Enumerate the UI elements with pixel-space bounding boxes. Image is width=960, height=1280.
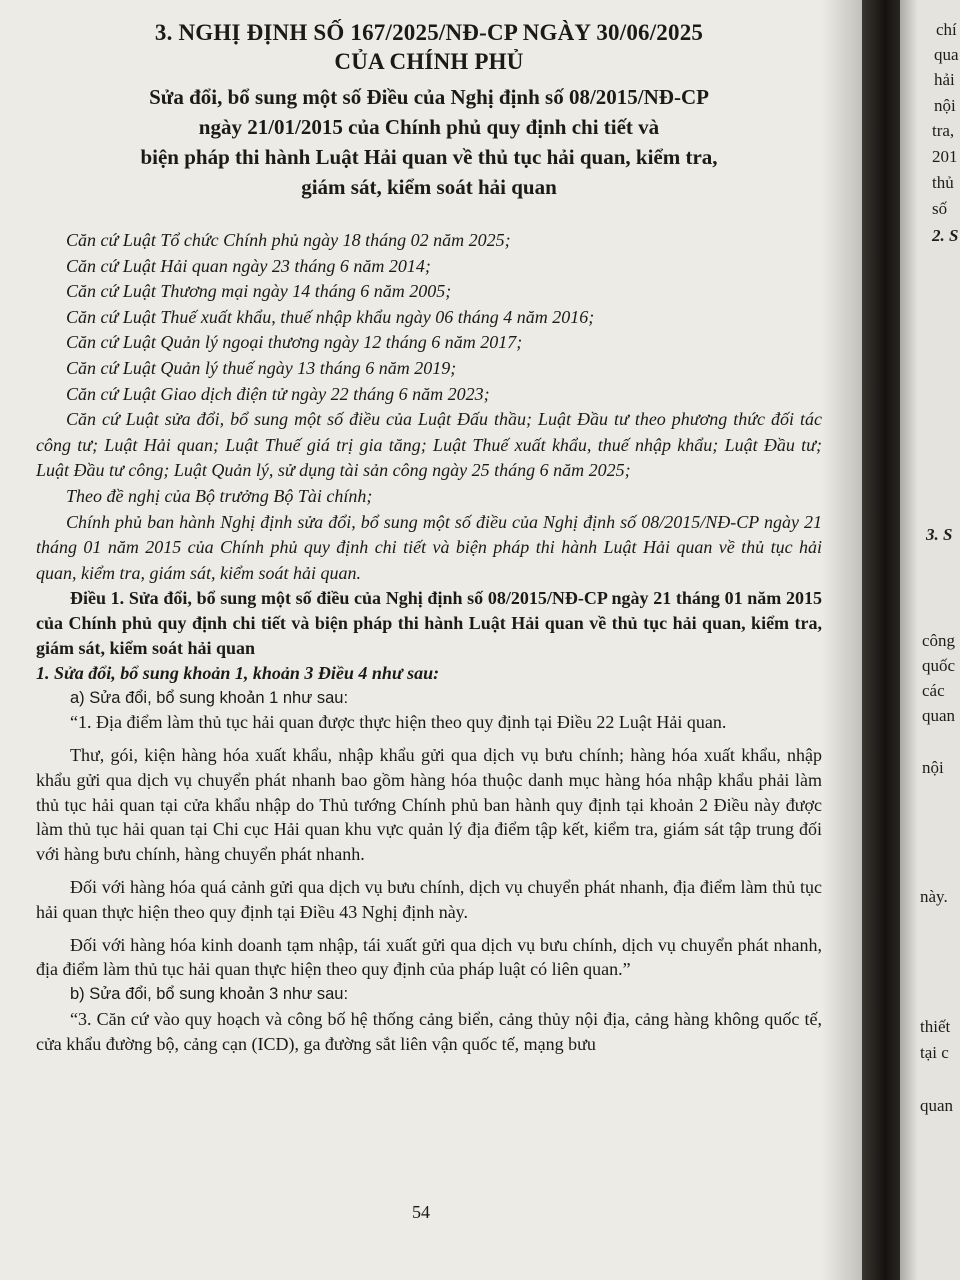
subtitle-line-2: ngày 21/01/2015 của Chính phủ quy định chi tiết và — [198, 115, 660, 139]
legal-basis-item: Căn cứ Luật Hải quan ngày 23 tháng 6 năm 2014; — [66, 255, 431, 276]
adjacent-page-fragment: nội — [934, 96, 956, 115]
paragraph: “3. Căn cứ vào quy hoạch và công bố hệ thống cảng biển, cảng thủy nội địa, cảng hàng không quốc tế, cửa khẩu đường bộ, cảng cạn (ICD), ga đường sắt liên vận quốc tế, mạng bưu — [36, 1009, 822, 1054]
adjacent-page-fragment: 2. S — [932, 226, 959, 245]
page-number: 54 — [412, 1202, 430, 1222]
decree-body — [36, 586, 822, 1056]
adjacent-page-fragment: 3. S — [926, 525, 953, 544]
document-title — [36, 18, 822, 76]
adjacent-page-fragment: chí — [936, 20, 957, 39]
adjacent-page-fragment: số — [932, 199, 948, 218]
subtitle-line-3: biện pháp thi hành Luật Hải quan về thủ tục hải quan, kiểm tra, — [140, 145, 718, 169]
adjacent-page-fragment: nội — [922, 758, 944, 777]
legal-basis-item: Căn cứ Luật Giao dịch điện tử ngày 22 tháng 6 năm 2023; — [66, 383, 490, 404]
adjacent-page-fragment: các — [922, 681, 945, 700]
subtitle-line-4: giám sát, kiểm soát hải quan — [301, 175, 557, 199]
adjacent-page-edge — [900, 0, 960, 1280]
adjacent-page-fragment: tra, — [932, 121, 955, 140]
adjacent-page-fragment: quan — [920, 1096, 954, 1115]
legal-basis-item: Theo đề nghị của Bộ trưởng Bộ Tài chính; — [66, 485, 373, 506]
paragraph: Đối với hàng hóa kinh doanh tạm nhập, tái xuất gửi qua dịch vụ bưu chính, dịch vụ chuyển phát nhanh, địa điểm làm thủ tục hải quan thực hiện theo quy định của pháp luật có liên quan.” — [36, 934, 822, 980]
article-1-heading: Điều 1. Sửa đổi, bổ sung một số điều của Nghị định số 08/2015/NĐ-CP ngày 21 tháng 01 năm 2015 của Chính phủ quy định chi tiết và biện pháp thi hành Luật Hải quan về thủ tục hải quan, kiểm tra, giám sát, kiểm soát hải quan — [36, 588, 822, 658]
clause-1-heading: 1. Sửa đổi, bổ sung khoản 1, khoản 3 Điều 4 như sau: — [36, 662, 440, 683]
title-line-1: 3. NGHỊ ĐỊNH SỐ 167/2025/NĐ-CP NGÀY 30/06/2025 — [154, 20, 704, 45]
legal-basis-item: Căn cứ Luật Thuế xuất khẩu, thuế nhập khẩu ngày 06 tháng 4 năm 2016; — [66, 306, 595, 327]
page-content — [36, 18, 822, 1057]
adjacent-page-fragment: quốc — [922, 656, 956, 675]
adjacent-page-fragment: thủ — [932, 173, 954, 192]
adjacent-page-fragment: tại c — [920, 1043, 949, 1062]
point-a: a) Sửa đổi, bổ sung khoản 1 như sau: — [70, 688, 349, 707]
paragraph: Thư, gói, kiện hàng hóa xuất khẩu, nhập khẩu gửi qua dịch vụ bưu chính; hàng hóa xuất khẩu, nhập khẩu gửi qua dịch vụ chuyển phát nhanh bao gồm hàng hóa thuộc danh mục hàng hóa nhập khẩu phải làm thủ tục hải quan tại cửa khẩu nhập do Thủ tướng Chính phủ ban hành quy định tại khoản 2 Điều này được làm thủ tục hải quan tại Chi cục Hải quan khu vực quản lý địa điểm tập kết, kiểm tra, giám sát tập trung đối với hàng bưu chính, hàng chuyển phát nhanh. — [36, 745, 822, 865]
adjacent-page-fragment: 201 — [932, 147, 958, 166]
legal-basis-item: Căn cứ Luật sửa đổi, bổ sung một số điều của Luật Đấu thầu; Luật Đầu tư theo phương thức đối tác công tư; Luật Hải quan; Luật Thuế giá trị gia tăng; Luật Thuế xuất khẩu, thuế nhập khẩu; Luật Đầu tư; Luật Đầu tư công; Luật Quản lý, sử dụng tài sản công ngày 25 tháng 6 năm 2025; — [36, 409, 822, 481]
legal-basis-item: Chính phủ ban hành Nghị định sửa đổi, bổ sung một số điều của Nghị định số 08/2015/NĐ-CP ngày 21 tháng 01 năm 2015 của Chính phủ quy định chi tiết và biện pháp thi hành Luật Hải quan về thủ tục hải quan, kiểm tra, giám sát, kiểm soát hải quan. — [36, 511, 822, 583]
legal-basis-item: Căn cứ Luật Quản lý thuế ngày 13 tháng 6 năm 2019; — [66, 357, 457, 378]
title-line-2: CỦA CHÍNH PHỦ — [334, 49, 524, 74]
adjacent-page-fragment: này. — [920, 887, 948, 906]
document-subtitle — [36, 82, 822, 202]
adjacent-page-fragment: công — [922, 631, 956, 650]
legal-basis — [36, 228, 822, 586]
adjacent-page-fragment: hải — [934, 70, 955, 89]
adjacent-page-fragment: thiết — [920, 1017, 951, 1036]
legal-basis-item: Căn cứ Luật Tổ chức Chính phủ ngày 18 tháng 02 năm 2025; — [66, 230, 511, 250]
subtitle-line-1: Sửa đổi, bổ sung một số Điều của Nghị định số 08/2015/NĐ-CP — [149, 85, 709, 109]
paragraph: Đối với hàng hóa quá cảnh gửi qua dịch vụ bưu chính, dịch vụ chuyển phát nhanh, địa điểm làm thủ tục hải quan thực hiện theo quy định tại Điều 43 Nghị định này. — [36, 877, 822, 922]
book-gutter — [862, 0, 900, 1280]
legal-basis-item: Căn cứ Luật Thương mại ngày 14 tháng 6 năm 2005; — [66, 281, 452, 302]
adjacent-page-fragment: quan — [922, 706, 956, 725]
adjacent-page-fragment: qua — [934, 45, 959, 64]
point-b: b) Sửa đổi, bổ sung khoản 3 như sau: — [70, 985, 349, 1004]
legal-basis-item: Căn cứ Luật Quản lý ngoại thương ngày 12 tháng 6 năm 2017; — [66, 332, 523, 353]
paragraph: “1. Địa điểm làm thủ tục hải quan được thực hiện theo quy định tại Điều 22 Luật Hải quan. — [70, 712, 727, 733]
